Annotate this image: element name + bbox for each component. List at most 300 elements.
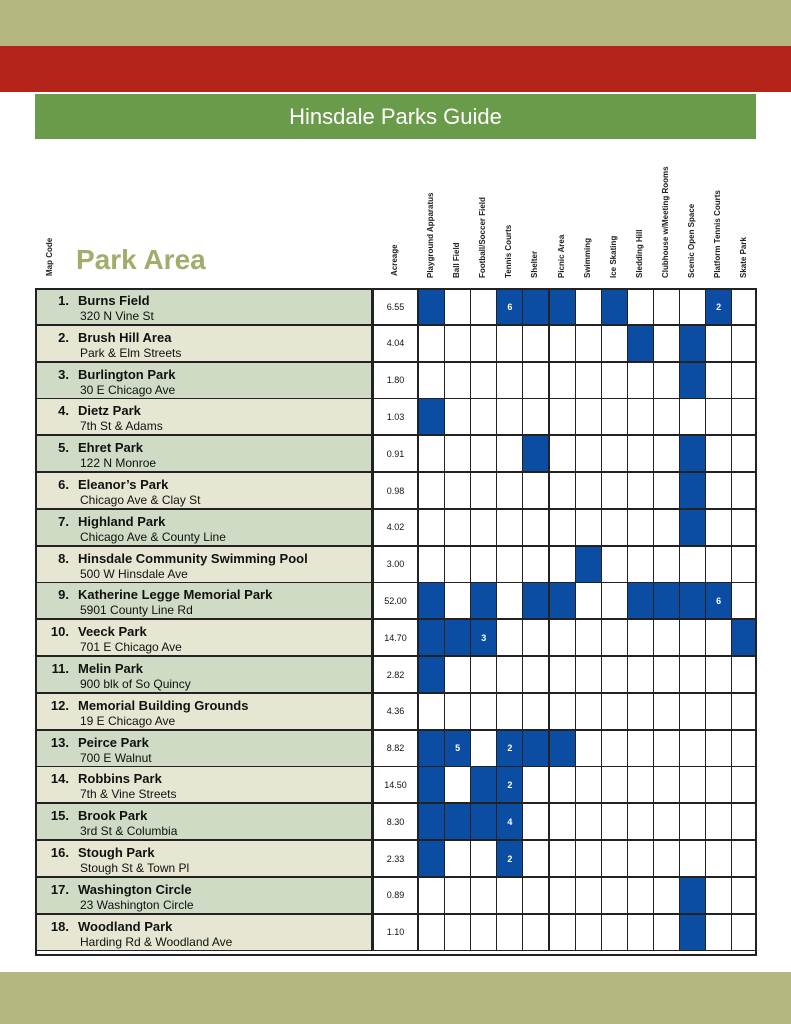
feature-cell-available (627, 325, 654, 362)
feature-cell-empty (705, 803, 732, 840)
park-address: Park & Elm Streets (80, 345, 182, 360)
map-code: 10. (50, 624, 69, 640)
map-code: 18. (50, 918, 69, 934)
feature-cell-empty (705, 730, 732, 767)
park-name: Hinsdale Community Swimming Pool (78, 550, 308, 566)
feature-cell-empty (549, 435, 576, 472)
park-address: Stough St & Town Pl (80, 861, 190, 875)
feature-cell-empty (705, 656, 732, 693)
acreage-cell: 4.04 (373, 325, 418, 362)
feature-cell-available: 6 (496, 288, 523, 325)
feature-cell-empty (522, 656, 549, 693)
feature-cell-empty (575, 693, 602, 730)
feature-cell-empty (627, 766, 654, 803)
feature-cell-empty (444, 325, 471, 362)
feature-header: Sledding Hill (634, 229, 644, 278)
feature-cell-empty (470, 914, 497, 951)
feature-cell-available (549, 288, 576, 325)
park-name: Highland Park (78, 513, 166, 529)
feature-cell-empty (705, 914, 732, 951)
feature-cell-empty (627, 435, 654, 472)
feature-cell-empty (549, 656, 576, 693)
park-address: Chicago Ave & Clay St (80, 493, 201, 507)
feature-cell-empty (731, 362, 757, 399)
park-name: Robbins Park (78, 771, 162, 787)
table-row (35, 472, 757, 509)
feature-cell-empty (679, 840, 706, 877)
feature-header: Scenic Open Space (687, 203, 696, 278)
feature-cell-empty (731, 398, 757, 435)
feature-cell-empty (444, 362, 471, 399)
park-address: 30 E Chicago Ave (80, 382, 176, 397)
feature-cell-empty (653, 325, 680, 362)
feature-cell-empty (470, 693, 497, 730)
feature-cell-available (731, 619, 757, 656)
feature-cell-empty (470, 472, 497, 509)
table-row (35, 509, 757, 546)
table-row (35, 730, 757, 767)
feature-cell-empty (522, 509, 549, 546)
feature-cell-available: 5 (444, 730, 471, 767)
feature-cell-empty (418, 693, 445, 730)
table-row (35, 398, 757, 435)
feature-cell-empty (549, 693, 576, 730)
acreage-header: Acreage (390, 244, 399, 276)
feature-cell-empty (627, 398, 654, 435)
feature-cell-empty (575, 914, 602, 951)
page-title: Hinsdale Parks Guide (35, 94, 756, 139)
feature-cell-empty (731, 803, 757, 840)
feature-cell-empty (444, 546, 471, 583)
feature-cell-available (679, 362, 706, 399)
feature-cell-empty (731, 766, 757, 803)
feature-cell-empty (601, 877, 628, 914)
acreage-cell: 3.00 (373, 546, 418, 583)
park-name-cell (35, 803, 373, 840)
feature-cell-available: 2 (496, 840, 523, 877)
feature-cell-empty (653, 509, 680, 546)
map-code: 9. (58, 587, 69, 603)
table-row (35, 840, 757, 877)
feature-cell-empty (522, 914, 549, 951)
feature-cell-empty (679, 766, 706, 803)
feature-cell-available (470, 803, 497, 840)
feature-cell-empty (575, 472, 602, 509)
map-code: 1. (58, 293, 69, 308)
feature-cell-empty (679, 398, 706, 435)
feature-cell-empty (601, 693, 628, 730)
feature-cell-empty (653, 472, 680, 509)
map-code: 8. (58, 550, 69, 566)
feature-cell-empty (575, 656, 602, 693)
parks-table (35, 288, 757, 956)
feature-cell-available (418, 656, 445, 693)
table-row (35, 582, 757, 619)
park-name-cell (35, 914, 373, 951)
feature-cell-empty (679, 693, 706, 730)
feature-cell-empty (653, 546, 680, 583)
feature-cell-empty (705, 325, 732, 362)
feature-cell-empty (627, 693, 654, 730)
feature-cell-available (444, 803, 471, 840)
feature-cell-empty (653, 877, 680, 914)
feature-cell-empty (601, 582, 628, 619)
feature-cell-empty (496, 546, 523, 583)
feature-cell-empty (549, 325, 576, 362)
feature-cell-available (627, 582, 654, 619)
park-address: 7th St & Adams (80, 419, 163, 434)
park-name: Memorial Building Grounds (78, 697, 249, 713)
feature-cell-empty (444, 288, 471, 325)
table-row (35, 766, 757, 803)
feature-cell-available (522, 582, 549, 619)
feature-cell-empty (627, 362, 654, 399)
feature-cell-empty (496, 362, 523, 399)
feature-cell-empty (627, 656, 654, 693)
feature-cell-available (418, 288, 445, 325)
feature-cell-empty (496, 509, 523, 546)
feature-cell-available (470, 766, 497, 803)
feature-cell-empty (653, 435, 680, 472)
feature-cell-available (549, 582, 576, 619)
feature-cell-empty (705, 546, 732, 583)
feature-cell-empty (522, 840, 549, 877)
feature-cell-empty (627, 472, 654, 509)
park-address: 701 E Chicago Ave (80, 640, 182, 655)
map-code: 14. (50, 771, 69, 787)
feature-header: Ball Field (452, 242, 462, 278)
table-row (35, 914, 757, 951)
table-row (35, 325, 757, 362)
feature-cell-available (418, 398, 445, 435)
park-name-cell (35, 693, 373, 730)
acreage-cell: 52.00 (373, 582, 418, 619)
table-row (35, 362, 757, 399)
feature-cell-empty (444, 693, 471, 730)
feature-cell-empty (653, 656, 680, 693)
feature-cell-empty (470, 877, 497, 914)
feature-cell-empty (601, 656, 628, 693)
park-name-cell (35, 840, 373, 877)
feature-cell-empty (731, 509, 757, 546)
feature-cell-empty (444, 398, 471, 435)
acreage-cell: 1.03 (373, 398, 418, 435)
park-name-cell (35, 656, 373, 693)
feature-cell-empty (601, 619, 628, 656)
feature-cell-empty (653, 766, 680, 803)
feature-cell-empty (470, 435, 497, 472)
feature-cell-empty (575, 582, 602, 619)
feature-cell-empty (575, 619, 602, 656)
feature-cell-empty (653, 803, 680, 840)
feature-cell-empty (522, 693, 549, 730)
park-address: 3rd St & Columbia (80, 824, 178, 839)
feature-cell-empty (653, 398, 680, 435)
feature-cell-empty (575, 766, 602, 803)
feature-cell-empty (522, 619, 549, 656)
acreage-cell: 0.91 (373, 435, 418, 472)
feature-cell-empty (418, 435, 445, 472)
park-name-cell (35, 619, 373, 656)
feature-cell-empty (496, 582, 523, 619)
feature-cell-empty (705, 619, 732, 656)
feature-cell-empty (601, 325, 628, 362)
park-name: Peirce Park (78, 734, 149, 750)
feature-cell-available: 4 (496, 803, 523, 840)
acreage-cell: 1.80 (373, 362, 418, 399)
feature-cell-empty (679, 656, 706, 693)
map-code: 11. (51, 661, 69, 676)
feature-cell-empty (679, 803, 706, 840)
feature-cell-empty (627, 877, 654, 914)
feature-cell-empty (731, 582, 757, 619)
feature-cell-available: 2 (496, 730, 523, 767)
feature-cell-empty (549, 914, 576, 951)
acreage-cell: 6.55 (373, 288, 418, 325)
feature-cell-empty (653, 288, 680, 325)
feature-cell-empty (444, 582, 471, 619)
feature-cell-empty (444, 877, 471, 914)
feature-cell-empty (470, 288, 497, 325)
feature-cell-available (418, 766, 445, 803)
park-name-cell (35, 582, 373, 619)
feature-cell-available (575, 546, 602, 583)
feature-cell-empty (575, 288, 602, 325)
feature-cell-empty (444, 509, 471, 546)
feature-cell-empty (627, 840, 654, 877)
feature-cell-empty (496, 435, 523, 472)
map-code: 17. (50, 881, 69, 897)
feature-cell-available (679, 472, 706, 509)
feature-cell-empty (731, 435, 757, 472)
feature-cell-empty (705, 398, 732, 435)
acreage-cell: 2.82 (373, 656, 418, 693)
feature-cell-empty (731, 840, 757, 877)
feature-cell-available (679, 877, 706, 914)
feature-cell-empty (601, 472, 628, 509)
feature-cell-empty (496, 693, 523, 730)
park-address: 900 blk of So Quincy (80, 677, 191, 691)
feature-cell-empty (601, 362, 628, 399)
feature-cell-empty (731, 877, 757, 914)
feature-cell-available (470, 582, 497, 619)
park-name-cell (35, 325, 373, 362)
feature-cell-empty (549, 472, 576, 509)
feature-header: Tennis Courts (504, 224, 514, 278)
park-name: Eleanor’s Park (78, 477, 169, 492)
feature-cell-empty (470, 546, 497, 583)
feature-cell-available: 2 (705, 288, 732, 325)
feature-header: Skate Park (739, 237, 749, 278)
feature-cell-available (679, 914, 706, 951)
feature-cell-available: 3 (470, 619, 497, 656)
feature-cell-empty (679, 619, 706, 656)
feature-cell-empty (470, 840, 497, 877)
feature-cell-empty (418, 914, 445, 951)
acreage-cell: 2.33 (373, 840, 418, 877)
map-code: 2. (58, 329, 69, 345)
feature-cell-available (418, 582, 445, 619)
park-name: Burlington Park (78, 366, 176, 382)
feature-cell-empty (575, 435, 602, 472)
feature-cell-empty (444, 656, 471, 693)
feature-cell-empty (549, 766, 576, 803)
feature-cell-empty (549, 398, 576, 435)
feature-cell-empty (444, 914, 471, 951)
feature-cell-empty (444, 472, 471, 509)
feature-cell-empty (705, 362, 732, 399)
feature-cell-empty (549, 546, 576, 583)
table-row (35, 656, 757, 693)
acreage-cell: 14.50 (373, 766, 418, 803)
feature-cell-empty (470, 656, 497, 693)
feature-cell-empty (575, 398, 602, 435)
acreage-cell: 0.89 (373, 877, 418, 914)
feature-cell-empty (601, 766, 628, 803)
feature-cell-available (444, 619, 471, 656)
table-row (35, 288, 757, 325)
feature-cell-empty (575, 325, 602, 362)
feature-cell-empty (418, 509, 445, 546)
feature-cell-empty (731, 656, 757, 693)
map-code: 15. (50, 808, 69, 824)
feature-cell-empty (601, 840, 628, 877)
feature-cell-empty (522, 398, 549, 435)
feature-cell-empty (705, 840, 732, 877)
feature-cell-available (653, 582, 680, 619)
feature-cell-empty (705, 693, 732, 730)
park-name-cell (35, 288, 373, 325)
feature-cell-empty (549, 509, 576, 546)
feature-cell-empty (522, 546, 549, 583)
feature-cell-empty (705, 472, 732, 509)
acreage-cell: 4.02 (373, 509, 418, 546)
map-code: 16. (50, 845, 69, 860)
map-code-header: Map Code (45, 237, 54, 276)
park-name: Washington Circle (78, 881, 192, 897)
feature-cell-empty (679, 288, 706, 325)
park-address: Harding Rd & Woodland Ave (80, 934, 233, 949)
feature-cell-available (418, 803, 445, 840)
map-code: 13. (50, 734, 69, 750)
map-code: 7. (58, 513, 69, 529)
park-area-title: Park Area (76, 244, 206, 275)
feature-cell-empty (627, 730, 654, 767)
feature-cell-empty (470, 362, 497, 399)
park-name: Brook Park (78, 808, 148, 824)
feature-cell-empty (731, 730, 757, 767)
feature-cell-empty (470, 730, 497, 767)
feature-cell-empty (653, 730, 680, 767)
park-address: 7th & Vine Streets (80, 787, 177, 802)
feature-cell-empty (444, 766, 471, 803)
park-address: 19 E Chicago Ave (80, 713, 176, 728)
feature-header: Football/Soccer Field (478, 197, 488, 278)
park-address: 500 W Hinsdale Ave (80, 566, 188, 581)
feature-cell-empty (601, 803, 628, 840)
feature-cell-available (679, 435, 706, 472)
feature-header: Shelter (530, 250, 540, 278)
feature-cell-empty (549, 362, 576, 399)
feature-cell-empty (496, 398, 523, 435)
feature-cell-available (679, 325, 706, 362)
feature-cell-empty (601, 509, 628, 546)
feature-header: Swimming (582, 237, 592, 278)
map-code: 4. (58, 403, 69, 419)
feature-cell-empty (418, 362, 445, 399)
park-name-cell (35, 398, 373, 435)
feature-cell-empty (522, 325, 549, 362)
feature-cell-empty (627, 914, 654, 951)
feature-cell-empty (496, 877, 523, 914)
feature-cell-empty (549, 619, 576, 656)
park-name-cell (35, 362, 373, 399)
acreage-cell: 0.98 (373, 472, 418, 509)
feature-cell-empty (601, 730, 628, 767)
feature-header: Clubhouse w/Meeting Rooms (660, 166, 670, 278)
feature-cell-available (522, 288, 549, 325)
table-row (35, 435, 757, 472)
feature-cell-empty (731, 914, 757, 951)
park-address: Chicago Ave & County Line (80, 529, 226, 544)
feature-cell-empty (705, 509, 732, 546)
feature-cell-empty (575, 840, 602, 877)
table-row (35, 877, 757, 914)
feature-header: Picnic Area (556, 234, 566, 278)
feature-cell-empty (496, 619, 523, 656)
feature-cell-empty (549, 877, 576, 914)
feature-cell-available (418, 730, 445, 767)
feature-cell-available (418, 840, 445, 877)
feature-cell-empty (470, 398, 497, 435)
park-name-cell (35, 546, 373, 583)
park-name: Dietz Park (78, 403, 141, 419)
feature-cell-empty (653, 840, 680, 877)
feature-cell-empty (496, 656, 523, 693)
feature-cell-empty (653, 619, 680, 656)
feature-cell-empty (549, 803, 576, 840)
feature-header: Platform Tennis Courts (713, 190, 723, 278)
park-name: Woodland Park (78, 918, 173, 934)
park-address: 320 N Vine St (80, 309, 154, 323)
feature-cell-empty (627, 803, 654, 840)
park-name-cell (35, 435, 373, 472)
feature-cell-empty (679, 730, 706, 767)
park-name: Katherine Legge Memorial Park (78, 587, 273, 603)
feature-cell-available (418, 619, 445, 656)
feature-cell-empty (549, 840, 576, 877)
bottom-band (0, 972, 791, 1024)
feature-cell-available (679, 582, 706, 619)
feature-cell-available (679, 509, 706, 546)
park-name: Burns Field (78, 293, 150, 308)
acreage-cell: 8.30 (373, 803, 418, 840)
park-name-cell (35, 766, 373, 803)
feature-cell-empty (627, 619, 654, 656)
feature-cell-empty (627, 546, 654, 583)
feature-cell-empty (731, 472, 757, 509)
table-row (35, 803, 757, 840)
feature-cell-empty (496, 325, 523, 362)
map-code: 3. (58, 366, 69, 382)
feature-cell-empty (705, 877, 732, 914)
feature-cell-empty (601, 398, 628, 435)
acreage-cell: 4.36 (373, 693, 418, 730)
park-name-cell (35, 472, 373, 509)
feature-header: Ice Skating (608, 235, 618, 278)
feature-cell-empty (731, 325, 757, 362)
feature-cell-empty (418, 325, 445, 362)
